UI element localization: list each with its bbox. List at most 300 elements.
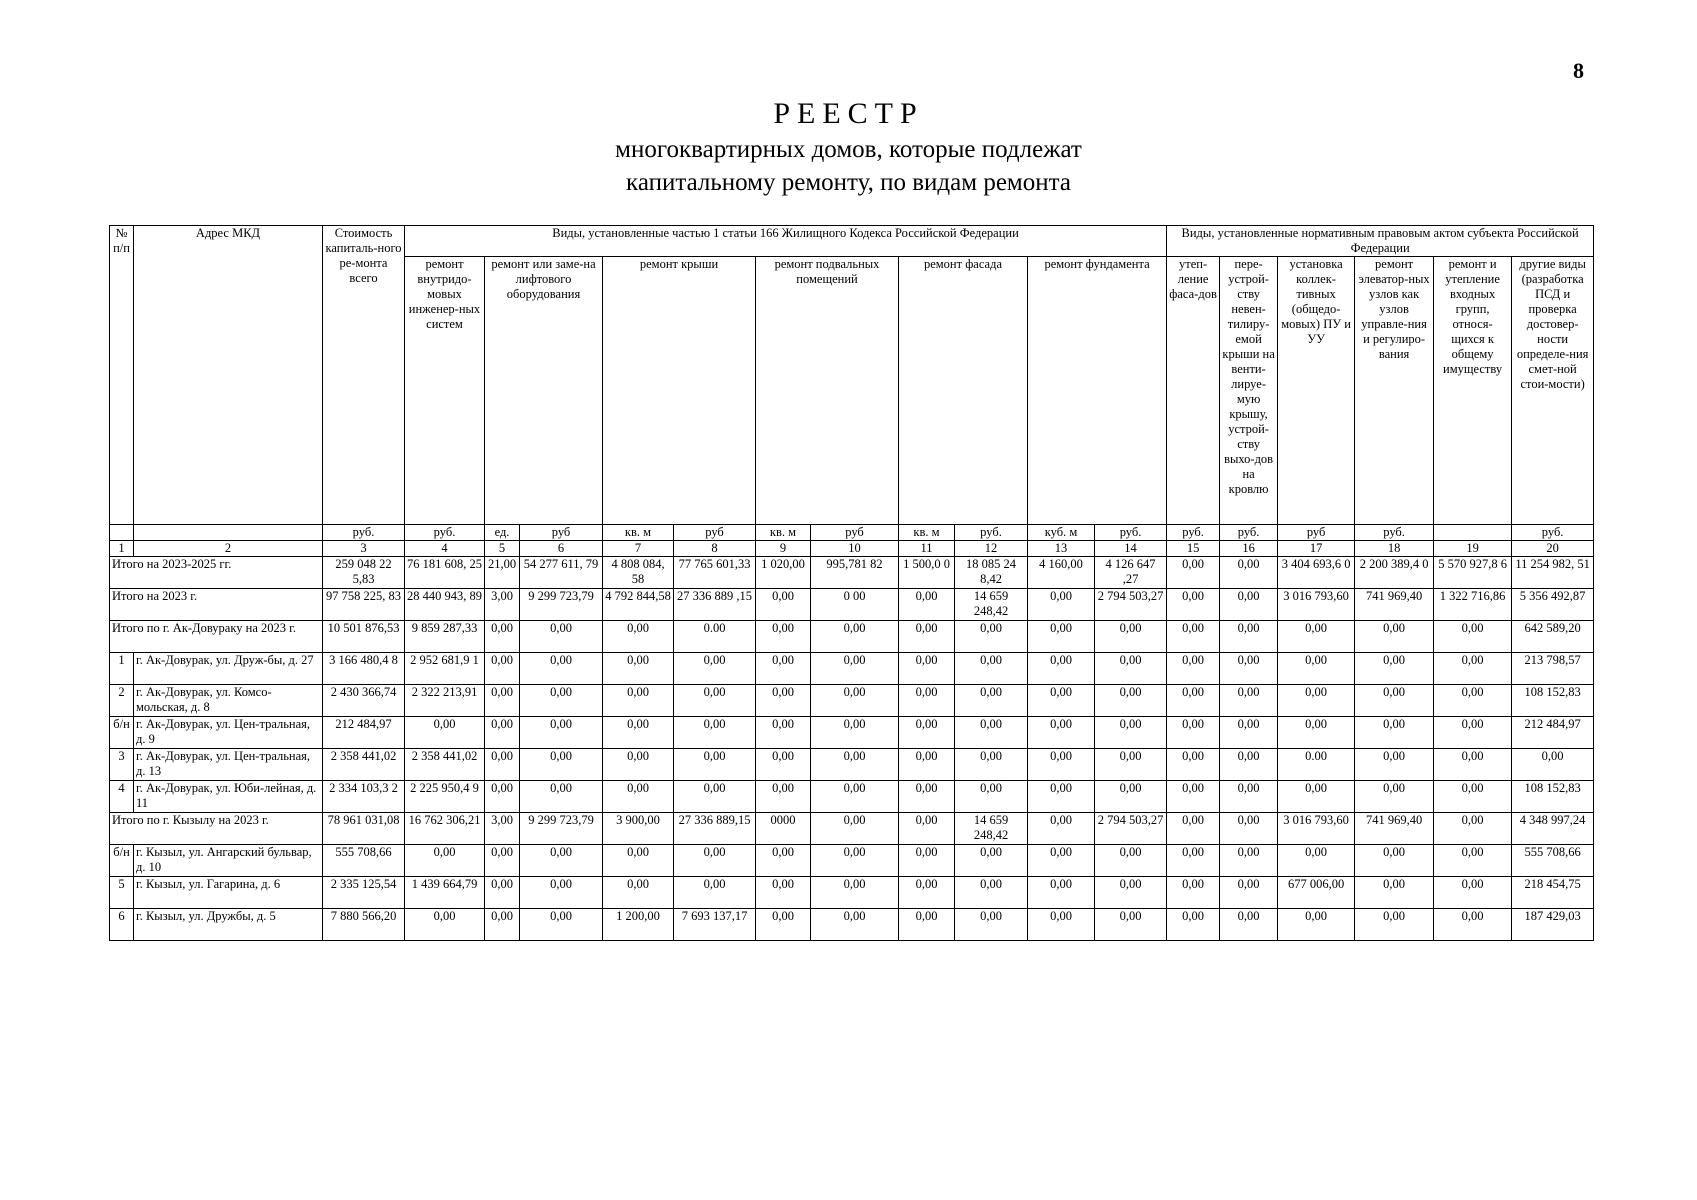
unit-cell: ед. xyxy=(485,525,520,541)
value-cell: 0,00 xyxy=(520,845,603,877)
value-cell: 0,00 xyxy=(603,685,674,717)
unit-cell: куб. м xyxy=(1028,525,1095,541)
value-cell: 0,00 xyxy=(520,781,603,813)
value-cell: 3,00 xyxy=(485,813,520,845)
value-cell: 0,00 xyxy=(485,653,520,685)
value-cell: 0,00 xyxy=(1434,749,1512,781)
value-cell: 0,00 xyxy=(1512,749,1594,781)
value-cell: 4 808 084, 58 xyxy=(603,557,674,589)
unit-cell: руб. xyxy=(405,525,485,541)
value-cell: 0,00 xyxy=(1355,909,1434,941)
value-cell: 10 501 876,53 xyxy=(323,621,405,653)
value-cell: 0,00 xyxy=(811,813,899,845)
value-cell: 2 952 681,9 1 xyxy=(405,653,485,685)
value-cell: 0,00 xyxy=(1167,717,1220,749)
value-cell: 0,00 xyxy=(1434,653,1512,685)
column-index-cell: 4 xyxy=(405,541,485,557)
value-cell: 0,00 xyxy=(485,877,520,909)
value-cell: 0,00 xyxy=(1095,621,1167,653)
column-index-cell: 2 xyxy=(134,541,323,557)
value-cell: 1 500,0 0 xyxy=(899,557,955,589)
value-cell: 9 299 723,79 xyxy=(520,813,603,845)
value-cell: 0,00 xyxy=(405,909,485,941)
value-cell: 108 152,83 xyxy=(1512,781,1594,813)
page-number: 8 xyxy=(1573,58,1584,83)
row-number: 1 xyxy=(110,653,134,685)
column-index-cell: 17 xyxy=(1278,541,1355,557)
value-cell: 0,00 xyxy=(485,845,520,877)
column-index-cell: 9 xyxy=(756,541,811,557)
total-row xyxy=(110,589,1594,621)
value-cell: 0,00 xyxy=(955,717,1028,749)
value-cell: 1 020,00 xyxy=(756,557,811,589)
value-cell: 4 348 997,24 xyxy=(1512,813,1594,845)
value-cell: 1 322 716,86 xyxy=(1434,589,1512,621)
value-cell: 0,00 xyxy=(603,781,674,813)
value-cell: 0,00 xyxy=(955,877,1028,909)
value-cell: 0,00 xyxy=(1095,781,1167,813)
row-number: б/н xyxy=(110,717,134,749)
value-cell: 0,00 xyxy=(674,685,756,717)
value-cell: 995,781 82 xyxy=(811,557,899,589)
unit-cell: руб. xyxy=(955,525,1028,541)
value-cell: 0,00 xyxy=(1028,749,1095,781)
value-cell: 0,00 xyxy=(1167,653,1220,685)
total-label: Итого по г. Кызылу на 2023 г. xyxy=(110,813,323,845)
row-number: 5 xyxy=(110,877,134,909)
value-cell: 0,00 xyxy=(1278,909,1355,941)
value-cell: 0,00 xyxy=(1167,909,1220,941)
value-cell: 2 322 213,91 xyxy=(405,685,485,717)
value-cell: 0,00 xyxy=(674,749,756,781)
value-cell: 0,00 xyxy=(899,909,955,941)
value-cell: 0,00 xyxy=(1028,621,1095,653)
value-cell: 0,00 xyxy=(485,781,520,813)
column-index-cell: 13 xyxy=(1028,541,1095,557)
value-cell: 0,00 xyxy=(520,909,603,941)
value-cell: 0,00 xyxy=(1095,685,1167,717)
value-cell: 0,00 xyxy=(955,845,1028,877)
value-cell: 3 404 693,6 0 xyxy=(1278,557,1355,589)
total-row xyxy=(110,557,1594,589)
value-cell: 0,00 xyxy=(520,877,603,909)
value-cell: 4 160,00 xyxy=(1028,557,1095,589)
value-cell: 2 358 441,02 xyxy=(323,749,405,781)
value-cell: 213 798,57 xyxy=(1512,653,1594,685)
value-cell: 0,00 xyxy=(1220,877,1278,909)
value-cell: 5 570 927,8 6 xyxy=(1434,557,1512,589)
row-address: г. Кызыл, ул. Гагарина, д. 6 xyxy=(134,877,323,909)
total-row xyxy=(110,621,1594,653)
value-cell: 0,00 xyxy=(1355,781,1434,813)
header-no: № п/п xyxy=(110,226,134,525)
value-cell: 0,00 xyxy=(811,845,899,877)
units-row xyxy=(110,525,1594,541)
value-cell: 0,00 xyxy=(899,781,955,813)
value-cell: 3,00 xyxy=(485,589,520,621)
value-cell: 97 758 225, 83 xyxy=(323,589,405,621)
document-title xyxy=(0,95,1697,199)
value-cell: 0,00 xyxy=(1167,685,1220,717)
header-entrance: ремонт и утепление входных групп, относя-щихся к общему имуществу xyxy=(1434,257,1512,525)
value-cell: 3 900,00 xyxy=(603,813,674,845)
value-cell: 0,00 xyxy=(811,621,899,653)
value-cell: 0,00 xyxy=(1220,749,1278,781)
value-cell: 7 693 137,17 xyxy=(674,909,756,941)
value-cell: 0,00 xyxy=(899,717,955,749)
header-basement: ремонт подвальных помещений xyxy=(756,257,899,525)
value-cell: 0,00 xyxy=(955,621,1028,653)
table-row xyxy=(110,845,1594,877)
value-cell: 0,00 xyxy=(1434,781,1512,813)
value-cell: 0,00 xyxy=(756,621,811,653)
header-group-federal: Виды, установленные частью 1 статьи 166 Жилищного Кодекса Российской Федерации xyxy=(405,226,1167,257)
value-cell: 0,00 xyxy=(1220,557,1278,589)
value-cell: 11 254 982, 51 xyxy=(1512,557,1594,589)
value-cell: 212 484,97 xyxy=(1512,717,1594,749)
value-cell: 0,00 xyxy=(756,845,811,877)
value-cell: 0,00 xyxy=(1355,653,1434,685)
value-cell: 741 969,40 xyxy=(1355,589,1434,621)
header-engineering: ремонт внутридо-мовых инженер-ных систем xyxy=(405,257,485,525)
unit-cell xyxy=(1434,525,1512,541)
value-cell: 0.00 xyxy=(674,621,756,653)
unit-cell: руб. xyxy=(1512,525,1594,541)
value-cell: 3 166 480,4 8 xyxy=(323,653,405,685)
row-number: 4 xyxy=(110,781,134,813)
value-cell: 0,00 xyxy=(1167,813,1220,845)
value-cell: 0,00 xyxy=(674,781,756,813)
value-cell: 0,00 xyxy=(603,653,674,685)
value-cell: 0,00 xyxy=(1028,717,1095,749)
value-cell: 21,00 xyxy=(485,557,520,589)
value-cell: 0,00 xyxy=(1220,909,1278,941)
value-cell: 9 299 723,79 xyxy=(520,589,603,621)
header-insulation: утеп-ление фаса-дов xyxy=(1167,257,1220,525)
header-other: другие виды (разработка ПСД и проверка достовер-ности определе-ния смет-ной стои-мости) xyxy=(1512,257,1594,525)
value-cell: 741 969,40 xyxy=(1355,813,1434,845)
value-cell: 0,00 xyxy=(520,653,603,685)
value-cell: 0,00 xyxy=(955,781,1028,813)
value-cell: 0,00 xyxy=(1167,749,1220,781)
value-cell: 0,00 xyxy=(485,685,520,717)
header-group-regional: Виды, установленные нормативным правовым актом субъекта Российской Федерации xyxy=(1167,226,1594,257)
value-cell: 212 484,97 xyxy=(323,717,405,749)
column-index-cell: 20 xyxy=(1512,541,1594,557)
value-cell: 78 961 031,08 xyxy=(323,813,405,845)
value-cell: 0,00 xyxy=(1167,781,1220,813)
value-cell: 259 048 22 5,83 xyxy=(323,557,405,589)
value-cell: 76 181 608, 25 xyxy=(405,557,485,589)
value-cell: 0,00 xyxy=(756,589,811,621)
value-cell: 0,00 xyxy=(756,749,811,781)
value-cell: 218 454,75 xyxy=(1512,877,1594,909)
column-index-cell: 12 xyxy=(955,541,1028,557)
value-cell: 0,00 xyxy=(603,877,674,909)
value-cell: 2 200 389,4 0 xyxy=(1355,557,1434,589)
header-roof: ремонт крыши xyxy=(603,257,756,525)
unit-cell: руб. xyxy=(323,525,405,541)
value-cell: 0,00 xyxy=(955,749,1028,781)
value-cell: 0,00 xyxy=(756,653,811,685)
value-cell: 0,00 xyxy=(1278,685,1355,717)
total-row xyxy=(110,813,1594,845)
value-cell: 0,00 xyxy=(1220,653,1278,685)
value-cell: 0,00 xyxy=(756,685,811,717)
value-cell: 77 765 601,33 xyxy=(674,557,756,589)
value-cell: 0,00 xyxy=(756,909,811,941)
row-address: г. Ак-Довурак, ул. Цен-тральная, д. 13 xyxy=(134,749,323,781)
value-cell: 28 440 943, 89 xyxy=(405,589,485,621)
value-cell: 0,00 xyxy=(1220,589,1278,621)
value-cell: 0,00 xyxy=(1434,909,1512,941)
value-cell: 9 859 287,33 xyxy=(405,621,485,653)
column-index-cell: 19 xyxy=(1434,541,1512,557)
value-cell: 0,00 xyxy=(1434,621,1512,653)
value-cell: 0,00 xyxy=(756,781,811,813)
value-cell: 1 439 664,79 xyxy=(405,877,485,909)
table-row xyxy=(110,653,1594,685)
column-index-cell: 16 xyxy=(1220,541,1278,557)
value-cell: 0,00 xyxy=(1220,845,1278,877)
value-cell: 0,00 xyxy=(1278,781,1355,813)
header-row-groups xyxy=(110,226,1594,257)
value-cell: 0,00 xyxy=(1355,621,1434,653)
table-row xyxy=(110,717,1594,749)
unit-cell-empty xyxy=(134,525,323,541)
value-cell: 2 430 366,74 xyxy=(323,685,405,717)
unit-cell: руб xyxy=(674,525,756,541)
value-cell: 0,00 xyxy=(955,685,1028,717)
unit-cell: руб xyxy=(811,525,899,541)
value-cell: 0,00 xyxy=(1355,749,1434,781)
column-index-cell: 5 xyxy=(485,541,520,557)
value-cell: 0,00 xyxy=(899,845,955,877)
value-cell: 0,00 xyxy=(1095,717,1167,749)
value-cell: 0,00 xyxy=(485,749,520,781)
column-index-cell: 7 xyxy=(603,541,674,557)
row-address: г. Ак-Довурак, ул. Цен-тральная, д. 9 xyxy=(134,717,323,749)
value-cell: 0,00 xyxy=(520,717,603,749)
value-cell: 0,00 xyxy=(1028,813,1095,845)
value-cell: 0,00 xyxy=(1355,845,1434,877)
total-label: Итого на 2023 г. xyxy=(110,589,323,621)
column-index-cell: 6 xyxy=(520,541,603,557)
value-cell: 4 126 647 ,27 xyxy=(1095,557,1167,589)
row-address: г. Ак-Довурак, ул. Юби-лейная, д. 11 xyxy=(134,781,323,813)
value-cell: 0,00 xyxy=(1355,877,1434,909)
column-index-cell: 8 xyxy=(674,541,756,557)
table-row xyxy=(110,909,1594,941)
value-cell: 18 085 24 8,42 xyxy=(955,557,1028,589)
row-address: г. Кызыл, ул. Дружбы, д. 5 xyxy=(134,909,323,941)
value-cell: 0,00 xyxy=(485,621,520,653)
value-cell: 0,00 xyxy=(1220,781,1278,813)
value-cell: 0,00 xyxy=(955,909,1028,941)
value-cell: 54 277 611, 79 xyxy=(520,557,603,589)
value-cell: 0000 xyxy=(756,813,811,845)
value-cell: 555 708,66 xyxy=(323,845,405,877)
value-cell: 0,00 xyxy=(1278,717,1355,749)
row-number: 2 xyxy=(110,685,134,717)
value-cell: 0,00 xyxy=(1095,877,1167,909)
value-cell: 2 794 503,27 xyxy=(1095,589,1167,621)
header-roof-rebuild: пере-устрой-ству невен-тилиру-емой крыши на венти-лируе-мую крышу, устрой-ству выхо-дов на кровлю xyxy=(1220,257,1278,525)
value-cell: 7 880 566,20 xyxy=(323,909,405,941)
value-cell: 0,00 xyxy=(756,877,811,909)
title-registry: РЕЕСТР xyxy=(773,97,924,130)
column-index-cell: 14 xyxy=(1095,541,1167,557)
value-cell: 0,00 xyxy=(603,621,674,653)
value-cell: 2 225 950,4 9 xyxy=(405,781,485,813)
value-cell: 0,00 xyxy=(756,717,811,749)
unit-cell: руб. xyxy=(1355,525,1434,541)
unit-cell: руб. xyxy=(1095,525,1167,541)
column-index-cell: 18 xyxy=(1355,541,1434,557)
value-cell: 0,00 xyxy=(674,845,756,877)
value-cell: 0,00 xyxy=(405,845,485,877)
value-cell: 0,00 xyxy=(1167,845,1220,877)
value-cell: 0,00 xyxy=(603,717,674,749)
value-cell: 0,00 xyxy=(1220,813,1278,845)
header-address: Адрес МКД xyxy=(134,226,323,525)
value-cell: 0,00 xyxy=(1278,845,1355,877)
row-number: 6 xyxy=(110,909,134,941)
value-cell: 0,00 xyxy=(899,685,955,717)
value-cell: 0,00 xyxy=(520,621,603,653)
value-cell: 0,00 xyxy=(1278,653,1355,685)
value-cell: 187 429,03 xyxy=(1512,909,1594,941)
value-cell: 677 006,00 xyxy=(1278,877,1355,909)
column-index-cell: 3 xyxy=(323,541,405,557)
value-cell: 555 708,66 xyxy=(1512,845,1594,877)
value-cell: 0,00 xyxy=(811,877,899,909)
column-index-row xyxy=(110,541,1594,557)
value-cell: 0,00 xyxy=(811,685,899,717)
table-row xyxy=(110,685,1594,717)
value-cell: 0,00 xyxy=(1220,685,1278,717)
value-cell: 3 016 793,60 xyxy=(1278,589,1355,621)
value-cell: 0,00 xyxy=(1028,781,1095,813)
row-address: г. Ак-Довурак, ул. Друж-бы, д. 27 xyxy=(134,653,323,685)
unit-cell-empty xyxy=(110,525,134,541)
value-cell: 0,00 xyxy=(603,749,674,781)
value-cell: 2 358 441,02 xyxy=(405,749,485,781)
value-cell: 0,00 xyxy=(405,717,485,749)
value-cell: 0,00 xyxy=(899,749,955,781)
unit-cell: руб xyxy=(520,525,603,541)
value-cell: 0,00 xyxy=(899,653,955,685)
column-index-cell: 11 xyxy=(899,541,955,557)
value-cell: 0,00 xyxy=(811,909,899,941)
value-cell: 0,00 xyxy=(1434,845,1512,877)
value-cell: 0,00 xyxy=(485,717,520,749)
value-cell: 4 792 844,58 xyxy=(603,589,674,621)
title-line-3: капитальному ремонту, по видам ремонта xyxy=(626,169,1071,196)
unit-cell: руб xyxy=(1278,525,1355,541)
value-cell: 0,00 xyxy=(1220,717,1278,749)
row-address: г. Ак-Довурак, ул. Комсо-мольская, д. 8 xyxy=(134,685,323,717)
value-cell: 0,00 xyxy=(1167,589,1220,621)
header-foundation: ремонт фундамента xyxy=(1028,257,1167,525)
value-cell: 16 762 306,21 xyxy=(405,813,485,845)
row-address: г. Кызыл, ул. Ангарский бульвар, д. 10 xyxy=(134,845,323,877)
registry-table xyxy=(109,225,1594,941)
value-cell: 14 659 248,42 xyxy=(955,589,1028,621)
value-cell: 0,00 xyxy=(1167,621,1220,653)
value-cell: 642 589,20 xyxy=(1512,621,1594,653)
value-cell: 3 016 793,60 xyxy=(1278,813,1355,845)
value-cell: 5 356 492,87 xyxy=(1512,589,1594,621)
unit-cell: кв. м xyxy=(899,525,955,541)
row-number: б/н xyxy=(110,845,134,877)
table-row xyxy=(110,877,1594,909)
value-cell: 0,00 xyxy=(520,749,603,781)
value-cell: 2 794 503,27 xyxy=(1095,813,1167,845)
column-index-cell: 15 xyxy=(1167,541,1220,557)
value-cell: 0,00 xyxy=(1434,877,1512,909)
total-label: Итого по г. Ак-Довураку на 2023 г. xyxy=(110,621,323,653)
value-cell: 0,00 xyxy=(955,653,1028,685)
unit-cell: руб. xyxy=(1220,525,1278,541)
value-cell: 0,00 xyxy=(899,621,955,653)
value-cell: 27 336 889 ,15 xyxy=(674,589,756,621)
value-cell: 0,00 xyxy=(674,717,756,749)
value-cell: 0,00 xyxy=(1028,653,1095,685)
value-cell: 0,00 xyxy=(1028,845,1095,877)
value-cell: 0,00 xyxy=(1355,717,1434,749)
header-meters: установка коллек-тивных (общедо-мовых) ПУ и УУ xyxy=(1278,257,1355,525)
value-cell: 0,00 xyxy=(1028,909,1095,941)
value-cell: 0,00 xyxy=(811,749,899,781)
column-index-cell: 10 xyxy=(811,541,899,557)
table-row xyxy=(110,749,1594,781)
value-cell: 0,00 xyxy=(1434,685,1512,717)
total-label: Итого на 2023-2025 гг. xyxy=(110,557,323,589)
unit-cell: кв. м xyxy=(756,525,811,541)
value-cell: 0,00 xyxy=(1095,909,1167,941)
value-cell: 0,00 xyxy=(674,877,756,909)
value-cell: 0,00 xyxy=(811,717,899,749)
value-cell: 27 336 889,15 xyxy=(674,813,756,845)
value-cell: 0,00 xyxy=(1028,685,1095,717)
unit-cell: кв. м xyxy=(603,525,674,541)
value-cell: 0,00 xyxy=(1355,685,1434,717)
value-cell: 0,00 xyxy=(603,845,674,877)
value-cell: 0,00 xyxy=(899,813,955,845)
value-cell: 0,00 xyxy=(1095,653,1167,685)
value-cell: 0,00 xyxy=(1167,877,1220,909)
header-facade: ремонт фасада xyxy=(899,257,1028,525)
value-cell: 14 659 248,42 xyxy=(955,813,1028,845)
value-cell: 0,00 xyxy=(1028,589,1095,621)
row-number: 3 xyxy=(110,749,134,781)
unit-cell: руб. xyxy=(1167,525,1220,541)
value-cell: 0,00 xyxy=(1095,749,1167,781)
value-cell: 2 334 103,3 2 xyxy=(323,781,405,813)
value-cell: 0,00 xyxy=(1095,845,1167,877)
value-cell: 0 00 xyxy=(811,589,899,621)
value-cell: 0,00 xyxy=(674,653,756,685)
value-cell: 0,00 xyxy=(899,589,955,621)
value-cell: 108 152,83 xyxy=(1512,685,1594,717)
value-cell: 0,00 xyxy=(1167,557,1220,589)
value-cell: 0,00 xyxy=(485,909,520,941)
table-row xyxy=(110,781,1594,813)
value-cell: 0,00 xyxy=(1028,877,1095,909)
value-cell: 2 335 125,54 xyxy=(323,877,405,909)
column-index-cell: 1 xyxy=(110,541,134,557)
